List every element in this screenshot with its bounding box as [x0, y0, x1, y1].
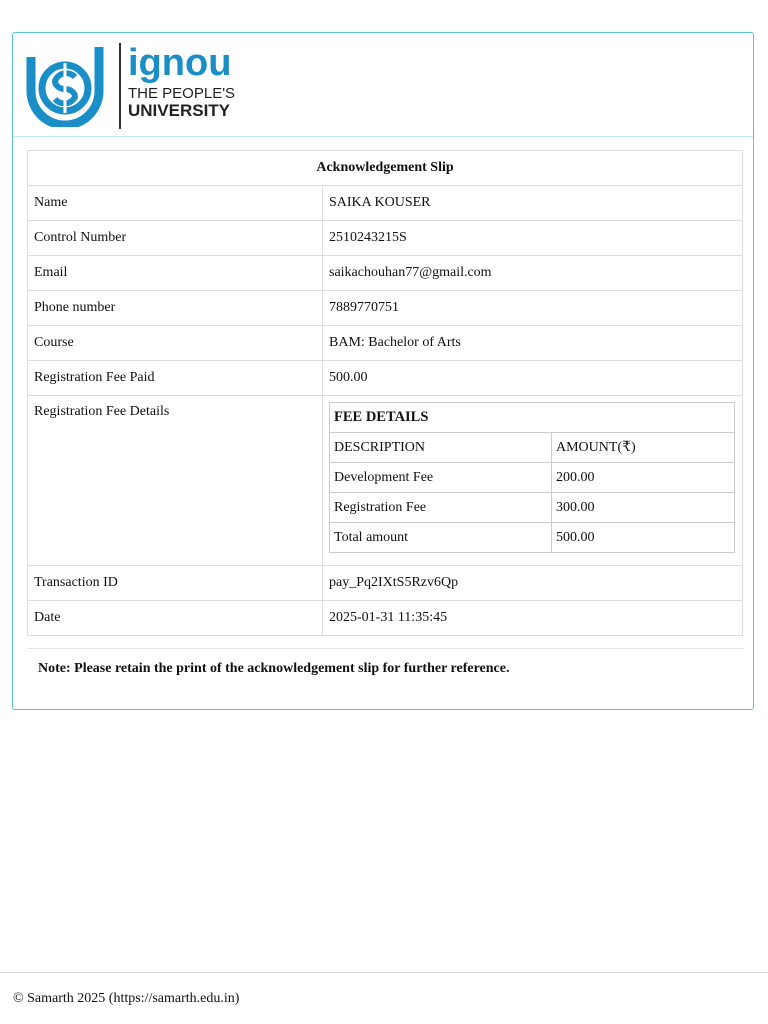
table-row [28, 566, 743, 601]
row-label: Registration Fee Details [28, 396, 323, 566]
transaction-id: pay_Pq2IXtS5Rzv6Qp [323, 566, 743, 601]
logo-tagline: THE PEOPLE'S [128, 85, 236, 102]
note-divider [27, 648, 743, 649]
acknowledgement-card [12, 32, 754, 710]
fee-total-row [330, 523, 735, 553]
row-label: Registration Fee Paid [28, 361, 323, 396]
ignou-logo [25, 41, 265, 131]
table-row [28, 256, 743, 291]
table-row [28, 601, 743, 636]
row-value: saikachouhan77@gmail.com [323, 256, 743, 291]
table-row [28, 186, 743, 221]
logo-divider [119, 43, 121, 129]
fee-total-label: Total amount [330, 523, 552, 553]
footer-divider [0, 972, 768, 973]
acknowledgement-table [27, 150, 743, 636]
row-value: 7889770751 [323, 291, 743, 326]
row-label: Name [28, 186, 323, 221]
row-value: 500.00 [323, 361, 743, 396]
caption-row [28, 151, 743, 186]
row-label: Email [28, 256, 323, 291]
fee-description: Development Fee [330, 463, 552, 493]
retain-print-note: Note: Please retain the print of the acknowledgement slip for further reference. [38, 661, 510, 676]
fee-description: Registration Fee [330, 493, 552, 523]
fee-details-cell [323, 396, 743, 566]
table-row [28, 221, 743, 256]
ignou-emblem-icon [25, 43, 105, 127]
row-label: Transaction ID [28, 566, 323, 601]
fee-row [330, 463, 735, 493]
table-row [28, 291, 743, 326]
fee-details-table [329, 402, 735, 553]
fee-details-title: FEE DETAILS [330, 403, 735, 433]
row-value: 2510243215S [323, 221, 743, 256]
fee-amount: 300.00 [552, 493, 735, 523]
fee-total-amount: 500.00 [552, 523, 735, 553]
logo-brand: ignou [128, 42, 232, 84]
table-row-fee-details [28, 396, 743, 566]
date-value: 2025-01-31 11:35:45 [323, 601, 743, 636]
card-header [13, 33, 753, 137]
row-value: BAM: Bachelor of Arts [323, 326, 743, 361]
row-label: Control Number [28, 221, 323, 256]
fee-col-description: DESCRIPTION [330, 433, 552, 463]
row-label: Date [28, 601, 323, 636]
fee-row [330, 493, 735, 523]
slip-title: Acknowledgement Slip [28, 151, 743, 186]
row-value: SAIKA KOUSER [323, 186, 743, 221]
logo-subtitle: UNIVERSITY [128, 101, 231, 120]
table-row [28, 361, 743, 396]
fee-col-amount: AMOUNT(₹) [552, 433, 735, 463]
row-label: Phone number [28, 291, 323, 326]
row-label: Course [28, 326, 323, 361]
fee-amount: 200.00 [552, 463, 735, 493]
table-row [28, 326, 743, 361]
footer-copyright: © Samarth 2025 (https://samarth.edu.in) [13, 991, 240, 1006]
